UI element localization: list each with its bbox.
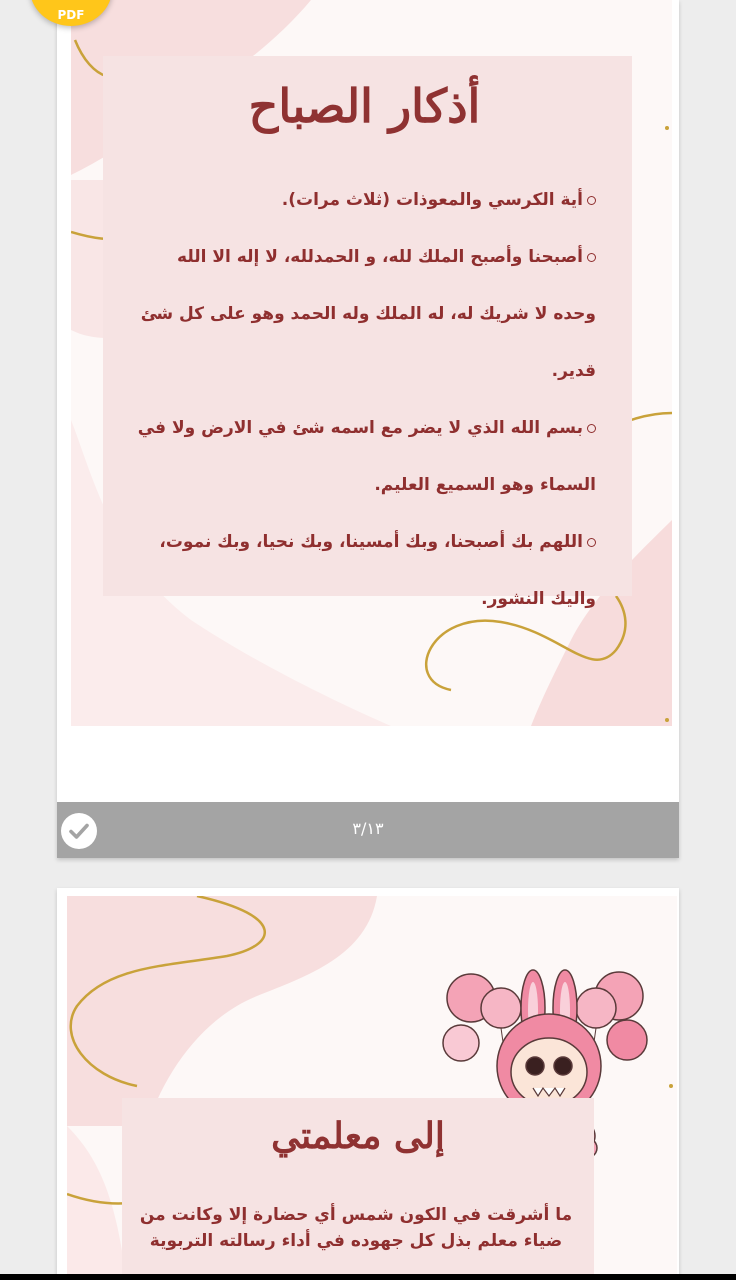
page-number: ٣/١٣	[352, 819, 384, 838]
list-item: أية الكرسي والمعوذات (ثلاث مرات).	[133, 172, 596, 229]
page-title: أذكار الصباح	[248, 79, 481, 133]
page-footer-bar	[57, 802, 679, 858]
list-item: بسم الله الذي لا يضر مع اسمه شئ في الارض ولا في السماء وهو السميع العليم.	[137, 418, 596, 495]
dhikr-list	[133, 172, 596, 628]
system-nav-strip	[0, 1274, 736, 1280]
page-card-4[interactable]	[57, 888, 679, 1280]
page-title: إلى معلمتي	[271, 1115, 445, 1157]
bullet-circle-icon	[587, 424, 596, 433]
list-item: أصبحنا وأصبح الملك لله، و الحمدلله، لا إله الا الله وحده لا شريك له، له الملك وله الحمد وهو على كل شئ قدير.	[140, 247, 596, 381]
body-text: ما أشرقت في الكون شمس أي حضارة إلا وكانت من ضياء معلم بذل كل جهوده في أداء رسالته التربوية	[139, 1205, 573, 1251]
pdf-fab-label: PDF	[57, 8, 85, 22]
page-card-3[interactable]	[57, 0, 679, 858]
bullet-circle-icon	[587, 253, 596, 262]
content-panel	[103, 56, 632, 609]
bullet-circle-icon	[587, 196, 596, 205]
content-panel	[122, 1098, 594, 1280]
bullet-circle-icon	[587, 538, 596, 547]
list-item: اللهم بك أصبحنا، وبك أمسينا، وبك نحيا، وبك نموت، واليك النشور.	[159, 532, 596, 609]
